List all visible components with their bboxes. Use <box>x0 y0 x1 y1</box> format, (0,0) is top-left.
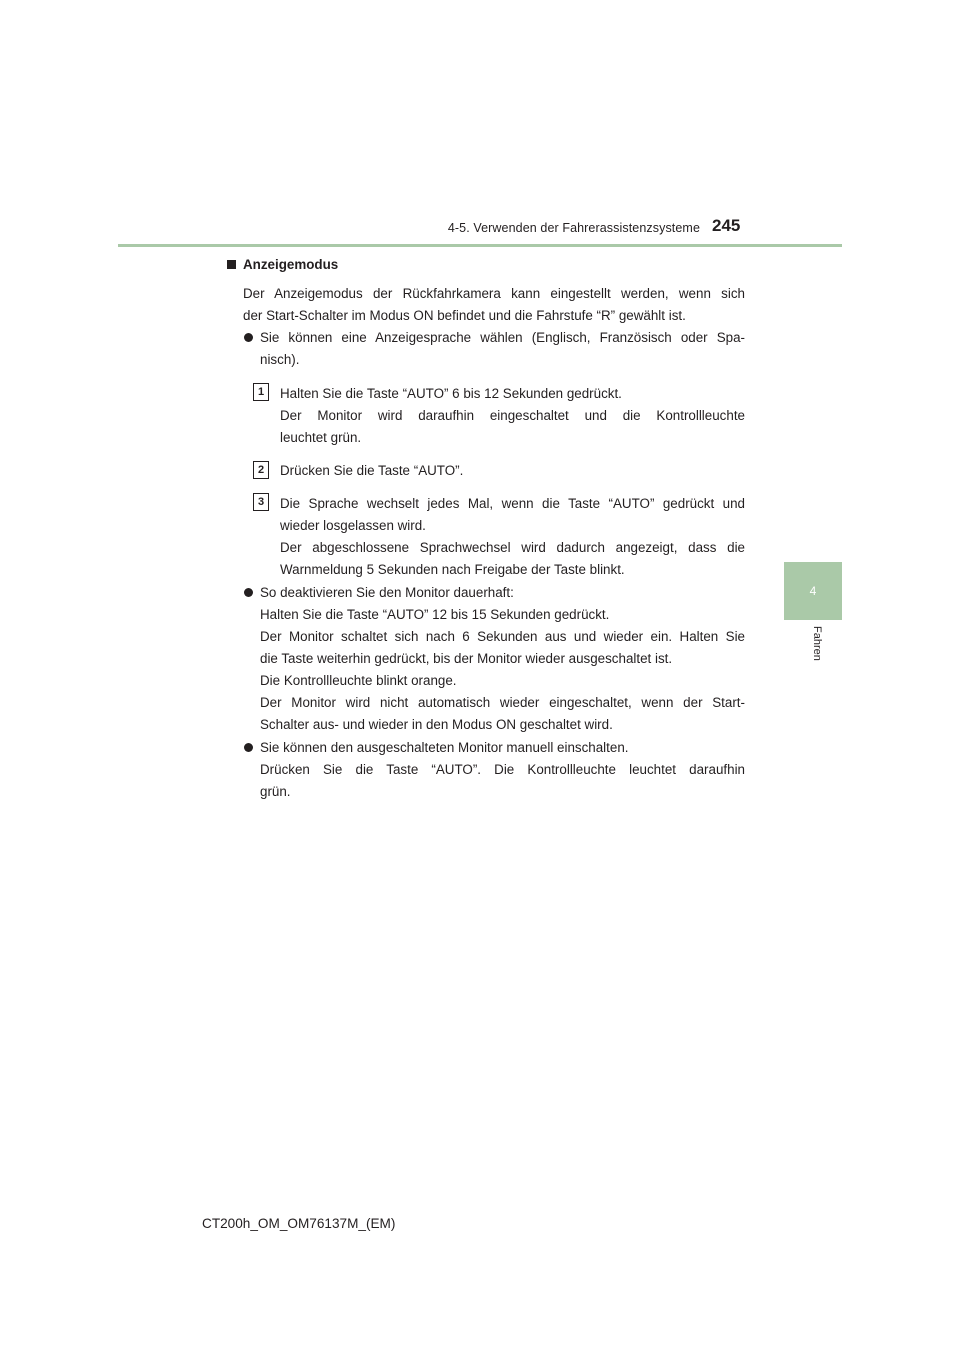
chapter-number: 4 <box>809 584 817 598</box>
document-code: CT200h_OM_OM76137M_(EM) <box>202 1216 396 1231</box>
square-bullet-icon <box>227 260 236 269</box>
bullet-text-line: Schalter aus- und wieder in den Modus ON geschaltet wird. <box>260 717 613 732</box>
step-number-badge: 2 <box>253 461 269 479</box>
step-text-line: Die Sprache wechselt jedes Mal, wenn die Taste “AUTO” gedrückt und <box>280 496 745 511</box>
section-heading: Anzeigemodus <box>243 257 339 272</box>
intro-line: Der Anzeigemodus der Rückfahrkamera kann eingestellt werden, wenn sich <box>243 286 745 301</box>
bullet-text-line: Die Kontrollleuchte blinkt orange. <box>260 673 457 688</box>
step-text-line: Der Monitor wird daraufhin eingeschaltet und die Kontrollleuchte <box>280 408 745 423</box>
step-text-line: Warnmeldung 5 Sekunden nach Freigabe der Taste blinkt. <box>280 562 625 577</box>
step-text-line: wieder losgelassen wird. <box>280 518 426 533</box>
header-divider <box>118 244 842 247</box>
step-text-line: leuchtet grün. <box>280 430 362 445</box>
bullet-text-line: So deaktivieren Sie den Monitor dauerhaft: <box>260 585 514 600</box>
chapter-tab <box>784 562 842 620</box>
bullet-text-line: Sie können den ausgeschalteten Monitor manuell einschalten. <box>260 740 629 755</box>
round-bullet-icon <box>244 743 253 752</box>
step-number-badge: 3 <box>253 493 269 511</box>
bullet-text-line: nisch). <box>260 352 300 367</box>
bullet-text-line: Der Monitor schaltet sich nach 6 Sekunden aus und wieder ein. Halten Sie <box>260 629 745 644</box>
round-bullet-icon <box>244 333 253 342</box>
bullet-text-line: die Taste weiterhin gedrückt, bis der Monitor wieder ausgeschaltet ist. <box>260 651 673 666</box>
step-text-line: Drücken Sie die Taste “AUTO”. <box>280 463 464 478</box>
bullet-text-line: Halten Sie die Taste “AUTO” 12 bis 15 Sekunden gedrückt. <box>260 607 610 622</box>
step-text-line: Halten Sie die Taste “AUTO” 6 bis 12 Sekunden gedrückt. <box>280 386 622 401</box>
step-text-line: Der abgeschlossene Sprachwechsel wird dadurch angezeigt, dass die <box>280 540 745 555</box>
bullet-text-line: Der Monitor wird nicht automatisch wieder eingeschaltet, wenn der Start- <box>260 695 745 710</box>
intro-line: der Start-Schalter im Modus ON befindet und die Fahrstufe “R” gewählt ist. <box>243 308 686 323</box>
running-header-title: 4-5. Verwenden der Fahrerassistenzsysteme <box>447 221 700 235</box>
bullet-text-line: Drücken Sie die Taste “AUTO”. Die Kontrollleuchte leuchtet daraufhin <box>260 762 745 777</box>
page-number: 245 <box>712 216 741 235</box>
chapter-label: Fahren <box>811 626 823 661</box>
round-bullet-icon <box>244 588 253 597</box>
bullet-text-line: grün. <box>260 784 291 799</box>
bullet-text-line: Sie können eine Anzeigesprache wählen (Englisch, Französisch oder Spa- <box>260 330 745 345</box>
step-number-badge: 1 <box>253 383 269 401</box>
